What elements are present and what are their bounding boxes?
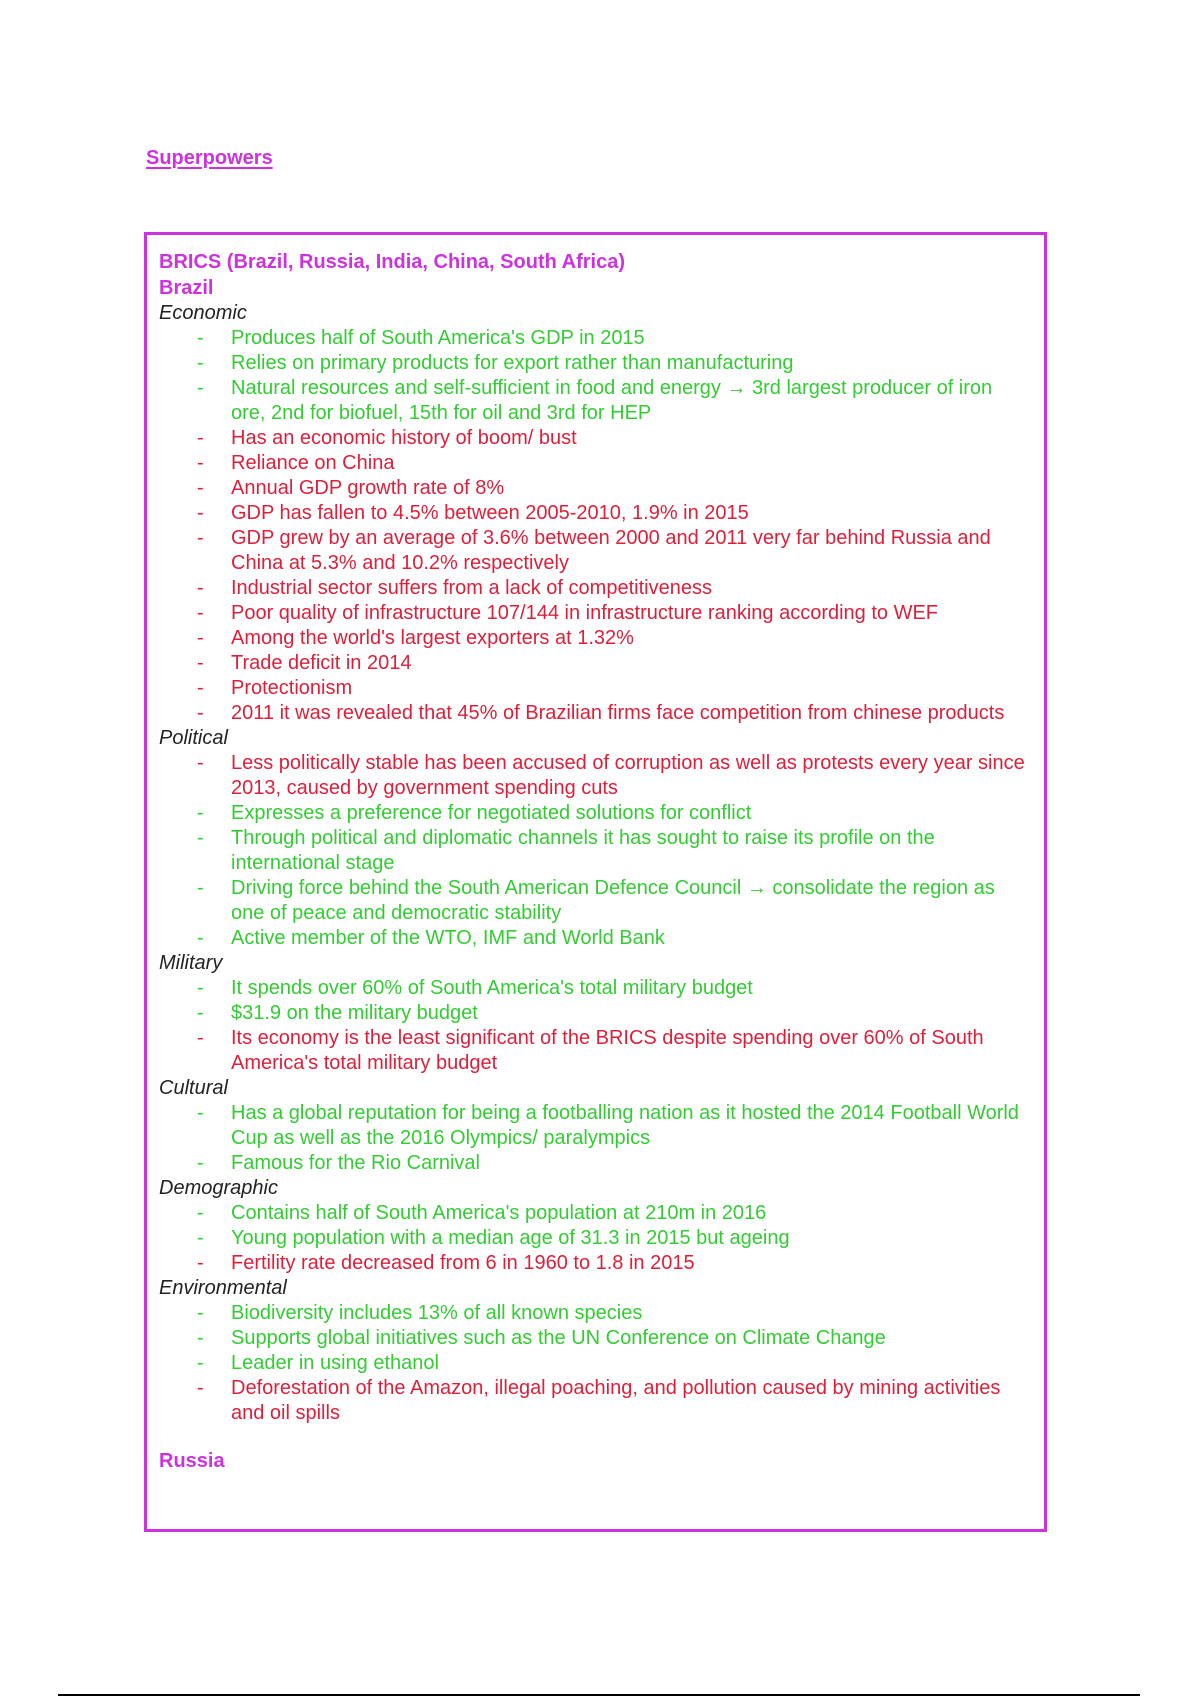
dash-bullet-icon: -: [197, 452, 204, 474]
brics-notes-box: [144, 232, 1047, 1532]
list-item-text: Its economy is the least significant of the BRICS despite spending over 60% of South America's total military budget: [231, 1027, 984, 1074]
section-title: Cultural: [159, 1077, 228, 1099]
dash-bullet-icon: -: [197, 502, 204, 524]
footer-rule: [58, 1694, 1140, 1696]
country-heading-russia: Russia: [159, 1450, 225, 1472]
dash-bullet-icon: -: [197, 702, 204, 724]
list-item-text: Poor quality of infrastructure 107/144 in infrastructure ranking according to WEF: [231, 602, 939, 624]
dash-bullet-icon: -: [197, 1002, 204, 1024]
dash-bullet-icon: -: [197, 577, 204, 599]
list-item: [159, 426, 1032, 451]
list-item-text: Industrial sector suffers from a lack of competitiveness: [231, 577, 712, 599]
list-item-text: Reliance on China: [231, 452, 395, 474]
bullet-list: [159, 1301, 1032, 1426]
list-item-text: Less politically stable has been accused of corruption as well as protests every year since 2013, caused by government spending cuts: [231, 752, 1025, 799]
list-item: [159, 1026, 1032, 1076]
list-item: [159, 626, 1032, 651]
list-item: [159, 1376, 1032, 1426]
page-title: Superpowers: [146, 147, 273, 169]
dash-bullet-icon: -: [197, 827, 204, 849]
bullet-list: [159, 976, 1032, 1076]
list-item: [159, 476, 1032, 501]
dash-bullet-icon: -: [197, 1227, 204, 1249]
dash-bullet-icon: -: [197, 377, 204, 399]
list-item-text: $31.9 on the military budget: [231, 1002, 478, 1024]
dash-bullet-icon: -: [197, 327, 204, 349]
list-item-text: It spends over 60% of South America's total military budget: [231, 977, 753, 999]
list-item-text: Famous for the Rio Carnival: [231, 1152, 480, 1174]
list-item-text: Young population with a median age of 31.3 in 2015 but ageing: [231, 1227, 790, 1249]
list-item-text: Has a global reputation for being a footballing nation as it hosted the 2014 Football World Cup as well as the 2016 Olympics/ paralympics: [231, 1102, 1019, 1149]
list-item-text: Through political and diplomatic channels it has sought to raise its profile on the international stage: [231, 827, 935, 874]
dash-bullet-icon: -: [197, 677, 204, 699]
bullet-list: [159, 1201, 1032, 1276]
list-item: [159, 1301, 1032, 1326]
bullet-list: [159, 1101, 1032, 1176]
list-item-text: Protectionism: [231, 677, 353, 699]
list-item: [159, 526, 1032, 576]
list-item: [159, 351, 1032, 376]
dash-bullet-icon: -: [197, 877, 204, 899]
list-item: [159, 601, 1032, 626]
dash-bullet-icon: -: [197, 1302, 204, 1324]
list-item: [159, 926, 1032, 951]
list-item-text: GDP has fallen to 4.5% between 2005-2010, 1.9% in 2015: [231, 502, 749, 524]
list-item-text: Expresses a preference for negotiated solutions for conflict: [231, 802, 752, 824]
list-item-text: Among the world's largest exporters at 1.32%: [231, 627, 634, 649]
list-item: [159, 326, 1032, 351]
list-item-text: Active member of the WTO, IMF and World Bank: [231, 927, 665, 949]
dash-bullet-icon: -: [197, 1102, 204, 1124]
list-item-text: 2011 it was revealed that 45% of Brazilian firms face competition from chinese products: [231, 702, 1005, 724]
list-item-text: Supports global initiatives such as the UN Conference on Climate Change: [231, 1327, 886, 1349]
list-item-text: Leader in using ethanol: [231, 1352, 439, 1374]
list-item-text: Contains half of South America's population at 210m in 2016: [231, 1202, 767, 1224]
dash-bullet-icon: -: [197, 1252, 204, 1274]
list-item-text: Driving force behind the South American Defence Council → consolidate the region as one of peace and democratic stability: [231, 877, 995, 924]
list-item: [159, 1226, 1032, 1251]
dash-bullet-icon: -: [197, 527, 204, 549]
dash-bullet-icon: -: [197, 1202, 204, 1224]
list-item: [159, 751, 1032, 801]
list-item: [159, 1101, 1032, 1151]
list-item-text: Produces half of South America's GDP in 2015: [231, 327, 645, 349]
list-item: [159, 701, 1032, 726]
list-item: [159, 801, 1032, 826]
list-item: [159, 1251, 1032, 1276]
dash-bullet-icon: -: [197, 752, 204, 774]
list-item: [159, 576, 1032, 601]
dash-bullet-icon: -: [197, 427, 204, 449]
list-item: [159, 1326, 1032, 1351]
dash-bullet-icon: -: [197, 652, 204, 674]
list-item: [159, 676, 1032, 701]
list-item: [159, 976, 1032, 1001]
dash-bullet-icon: -: [197, 627, 204, 649]
list-item-text: Fertility rate decreased from 6 in 1960 to 1.8 in 2015: [231, 1252, 695, 1274]
list-item: [159, 876, 1032, 926]
section-title: Demographic: [159, 1177, 278, 1199]
dash-bullet-icon: -: [197, 1377, 204, 1399]
country-heading-brazil: Brazil: [159, 277, 214, 299]
list-item-text: Natural resources and self-sufficient in food and energy → 3rd largest producer of iron ore, 2nd for biofuel, 15th for oil and 3rd for HEP: [231, 377, 993, 424]
bullet-list: [159, 326, 1032, 726]
dash-bullet-icon: -: [197, 1027, 204, 1049]
bullet-list: [159, 751, 1032, 951]
list-item: [159, 1201, 1032, 1226]
dash-bullet-icon: -: [197, 1352, 204, 1374]
dash-bullet-icon: -: [197, 352, 204, 374]
list-item: [159, 451, 1032, 476]
list-item-text: Annual GDP growth rate of 8%: [231, 477, 505, 499]
list-item: [159, 651, 1032, 676]
list-item: [159, 1351, 1032, 1376]
dash-bullet-icon: -: [197, 477, 204, 499]
section-title: Environmental: [159, 1277, 287, 1299]
list-item-text: Biodiversity includes 13% of all known species: [231, 1302, 643, 1324]
dash-bullet-icon: -: [197, 1327, 204, 1349]
section-title: Economic: [159, 302, 247, 324]
section-title: Military: [159, 952, 223, 974]
list-item: [159, 1001, 1032, 1026]
list-item: [159, 376, 1032, 426]
list-item: [159, 1151, 1032, 1176]
section-gap: [159, 1426, 1032, 1448]
list-item-text: Has an economic history of boom/ bust: [231, 427, 577, 449]
section-title: Political: [159, 727, 228, 749]
list-item-text: Trade deficit in 2014: [231, 652, 412, 674]
list-item: [159, 826, 1032, 876]
list-item-text: Relies on primary products for export rather than manufacturing: [231, 352, 794, 374]
dash-bullet-icon: -: [197, 1152, 204, 1174]
dash-bullet-icon: -: [197, 977, 204, 999]
sections-container: [159, 301, 1032, 1426]
dash-bullet-icon: -: [197, 602, 204, 624]
list-item-text: GDP grew by an average of 3.6% between 2000 and 2011 very far behind Russia and China at 5.3% and 10.2% respectively: [231, 527, 991, 574]
list-item: [159, 501, 1032, 526]
dash-bullet-icon: -: [197, 927, 204, 949]
brics-heading: BRICS (Brazil, Russia, India, China, South Africa): [159, 251, 625, 273]
list-item-text: Deforestation of the Amazon, illegal poaching, and pollution caused by mining activities and oil spills: [231, 1377, 1001, 1424]
dash-bullet-icon: -: [197, 802, 204, 824]
